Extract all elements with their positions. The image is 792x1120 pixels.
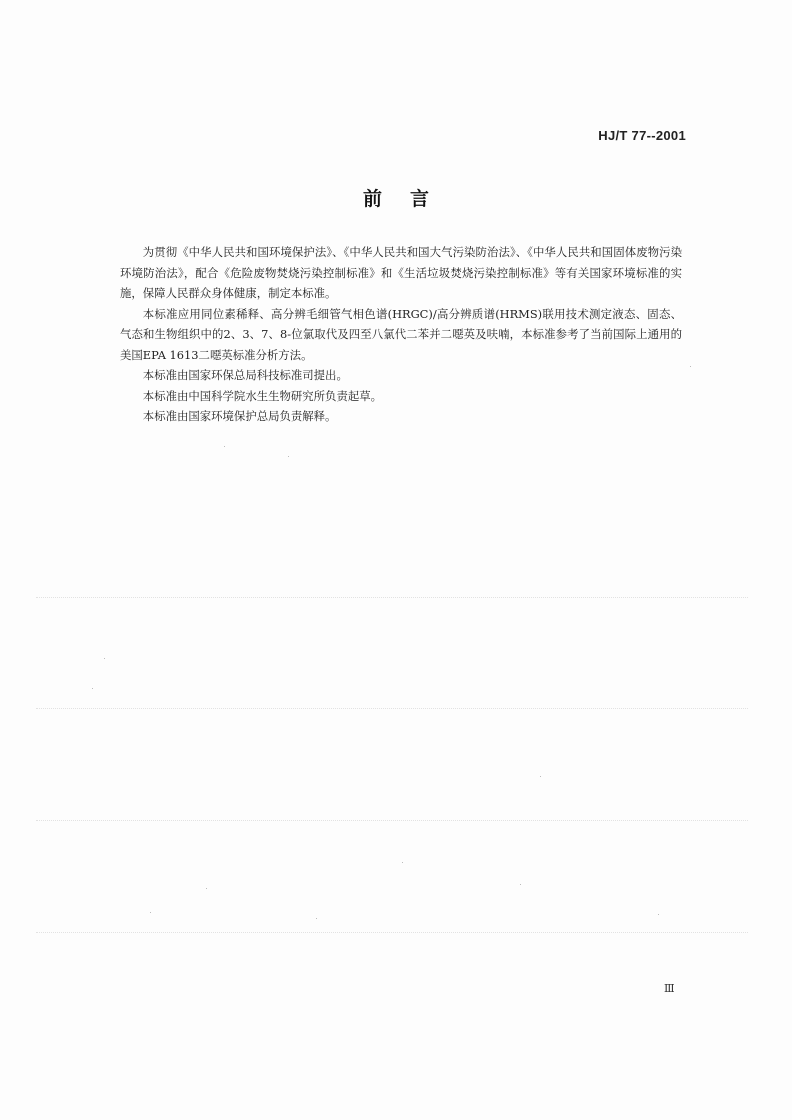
- scan-dotted-line: [36, 597, 748, 598]
- scan-speck: [224, 446, 225, 447]
- paragraph-method: 本标准应用同位素稀释、高分辨毛细管气相色谱(HRGC)/高分辨质谱(HRMS)联用技术测定液态、固态、气态和生物组织中的2、3、7、8-位氯取代及四至八氯代二苯并二噁英及呋喃，本标准参考了当前国际上通用的美国EPA 1613二噁英标准分析方法。: [120, 306, 682, 362]
- foreword-body: [120, 242, 682, 427]
- scan-dotted-line: [36, 820, 748, 821]
- scan-speck: [206, 888, 207, 889]
- paragraph-proposer: 本标准由国家环保总局科技标准司提出。: [142, 368, 348, 382]
- scan-speck: [402, 862, 403, 863]
- scan-speck: [288, 456, 289, 457]
- scan-speck: [92, 688, 93, 689]
- paragraph-drafter: 本标准由中国科学院水生生物研究所负责起草。: [142, 388, 383, 403]
- scan-dotted-line: [36, 708, 748, 709]
- page-title: 前言: [362, 188, 457, 210]
- scan-dotted-line: [36, 932, 748, 933]
- paragraph-interpreter: 本标准由国家环境保护总局负责解释。: [142, 409, 337, 423]
- scan-speck: [658, 914, 659, 915]
- scan-speck: [104, 658, 105, 659]
- scan-speck: [540, 776, 541, 777]
- scan-speck: [690, 366, 691, 367]
- paragraph-purpose: 为贯彻《中华人民共和国环境保护法》、《中华人民共和国大气污染防治法》、《中华人民共和国固体废物污染环境防治法》，配合《危险废物焚烧污染控制标准》和《生活垃圾焚烧污染控制标准》等有关国家环境标准的实施，保障人民群众身体健康，制定本标准。: [120, 245, 682, 300]
- scan-speck: [150, 912, 151, 913]
- standard-code: HJ/T 77--2001: [598, 128, 686, 143]
- scan-speck: [520, 884, 521, 885]
- page-number: Ⅲ: [664, 982, 675, 995]
- scan-speck: [316, 918, 317, 919]
